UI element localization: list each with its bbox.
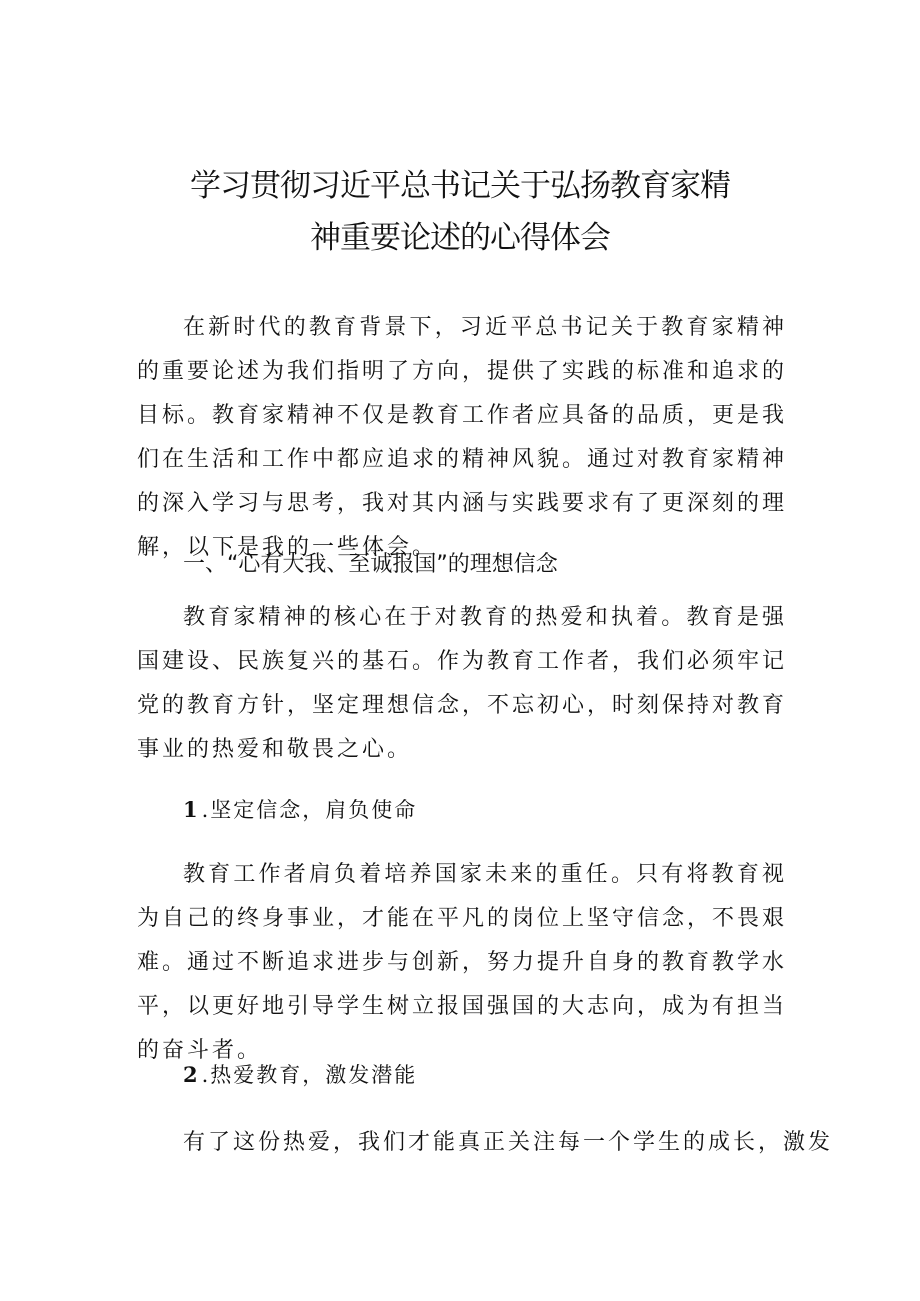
subsection-heading-2 bbox=[183, 1055, 417, 1095]
subsection-2-paragraph: 有了这份热爱，我们才能真正关注每一个学生的成长，激发 bbox=[183, 1130, 834, 1155]
subsection-title: .坚定信念，肩负使命 bbox=[201, 798, 418, 822]
section-paragraph: 教育家精神的核心在于对教育的热爱和执着。教育是强国建设、民族复兴的基石。作为教育工作者，我们必须牢记党的教育方针，坚定理想信念，不忘初心，时刻保持对教育事业的热爱和敬畏之心。 bbox=[137, 605, 788, 762]
subsection-1-paragraph: 教育工作者肩负着培养国家未来的重任。只有将教育视为自己的终身事业，才能在平凡的岗位上坚守信念，不畏艰难。通过不断追求进步与创新，努力提升自身的教育教学水平，以更好地引导学生树立报国强国的大志向，成为有担当的奋斗者。 bbox=[137, 862, 788, 1063]
section-heading: 一、“心有大我、至诚报国”的理想信念 bbox=[183, 552, 558, 577]
intro-paragraph: 在新时代的教育背景下，习近平总书记关于教育家精神的重要论述为我们指明了方向，提供了实践的标准和追求的目标。教育家精神不仅是教育工作者应具备的品质，更是我们在生活和工作中都应追求的精神风貌。通过对教育家精神的深入学习与思考，我对其内涵与实践要求有了更深刻的理解，以下是我的一些体会。 bbox=[137, 315, 788, 560]
subsection-number: 2 bbox=[183, 1062, 198, 1087]
document-title-line-2: 神重要论述的心得体会 bbox=[310, 220, 610, 256]
subsection-heading-1 bbox=[183, 790, 417, 830]
subsection-number: 1 bbox=[183, 797, 198, 822]
subsection-title: .热爱教育，激发潜能 bbox=[201, 1063, 418, 1087]
document-title-line-1: 学习贯彻习近平总书记关于弘扬教育家精 bbox=[190, 168, 730, 204]
